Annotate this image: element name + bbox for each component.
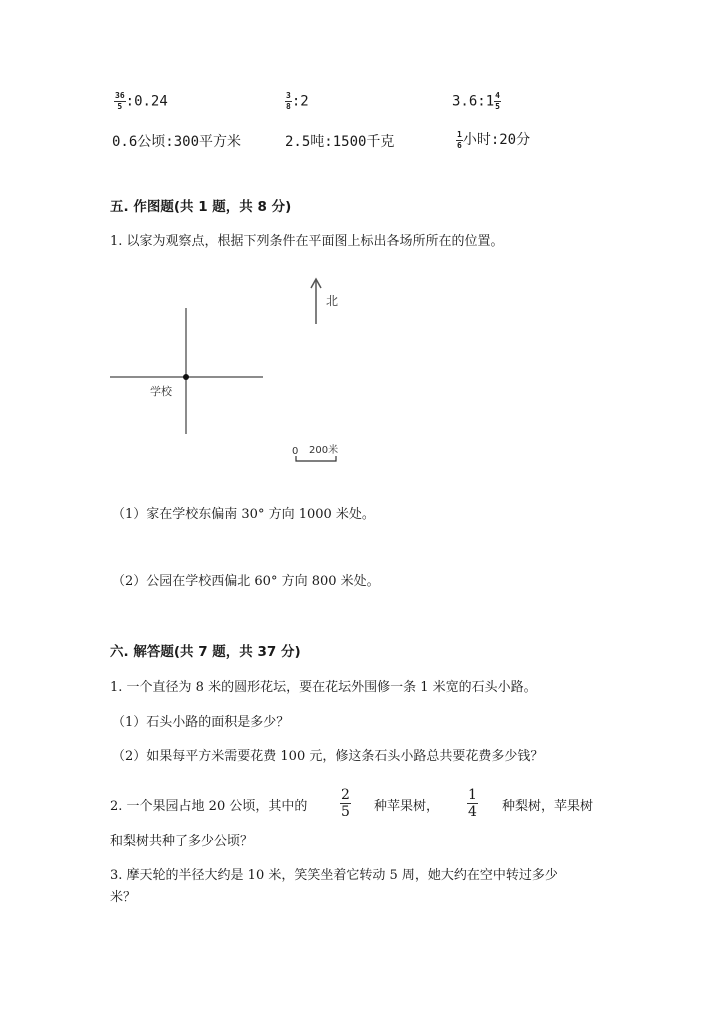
ratio-item-4: 0.6公顷:300平方米 xyxy=(112,134,242,150)
question-6-2-line-2: 和梨树共种了多少公顷？ xyxy=(110,834,254,849)
school-label: 学校 xyxy=(150,385,172,398)
question-6-1: 1. 一个直径为 8 米的圆形花坛，要在花坛外围修一条 1 米宽的石头小路。 xyxy=(110,680,537,695)
condition-1: （1）家在学校东偏南 30° 方向 1000 米处。 xyxy=(112,507,375,522)
question-6-2-fraction-2: $\frac{1}{4}$ xyxy=(468,787,477,820)
ratio-item-2: $\frac{3}{8}$ :2 xyxy=(286,91,309,111)
north-label: 北 xyxy=(326,294,339,308)
condition-2: （2）公园在学校西偏北 60° 方向 800 米处。 xyxy=(112,574,380,589)
ratio-item-6: $\frac{1}{6}$ 小时:20分 xyxy=(457,129,531,150)
school-point xyxy=(183,374,189,380)
ratio-item-1: $\frac{36}{5}$ :0.24 xyxy=(115,91,168,111)
question-6-1-sub-1: （1）石头小路的面积是多少？ xyxy=(112,715,290,730)
question-6-2-fraction-1: $\frac{2}{5}$ xyxy=(341,787,350,820)
question-6-2-part-2: 种苹果树， xyxy=(374,799,440,814)
section-5-title: 五. 作图题(共 1 题，共 8 分) xyxy=(110,199,292,215)
question-6-3-line-1: 3. 摩天轮的半径大约是 10 米，笑笑坐着它转动 5 周，她大约在空中转过多少 xyxy=(110,868,558,883)
ratio-item-5: 2.5吨:1500千克 xyxy=(285,134,395,150)
scale-bar xyxy=(296,456,336,461)
question-6-2-part-1: 2. 一个果园占地 20 公顷，其中的 xyxy=(110,799,308,814)
scale-label: 200米 xyxy=(309,445,339,456)
question-6-2-part-3: 种梨树，苹果树 xyxy=(502,799,594,814)
fraction: $\frac{3}{8}$ xyxy=(286,91,291,111)
fraction: $\frac{4}{5}$ xyxy=(495,91,500,111)
question-5-1: 1. 以家为观察点，根据下列条件在平面图上标出各场所所在的位置。 xyxy=(110,234,504,249)
fraction: $\frac{36}{5}$ xyxy=(115,91,125,111)
question-6-3-line-2: 米？ xyxy=(110,890,137,905)
fraction: $\frac{1}{6}$ xyxy=(457,129,462,150)
scale-zero: 0 xyxy=(292,446,299,457)
map-diagram xyxy=(100,270,360,470)
ratio-item-3: 3.6:1 $\frac{4}{5}$ xyxy=(452,91,500,111)
question-6-1-sub-2: （2）如果每平方米需要花费 100 元，修这条石头小路总共要花费多少钱？ xyxy=(112,749,544,764)
section-6-title: 六. 解答题(共 7 题，共 37 分) xyxy=(110,644,301,660)
